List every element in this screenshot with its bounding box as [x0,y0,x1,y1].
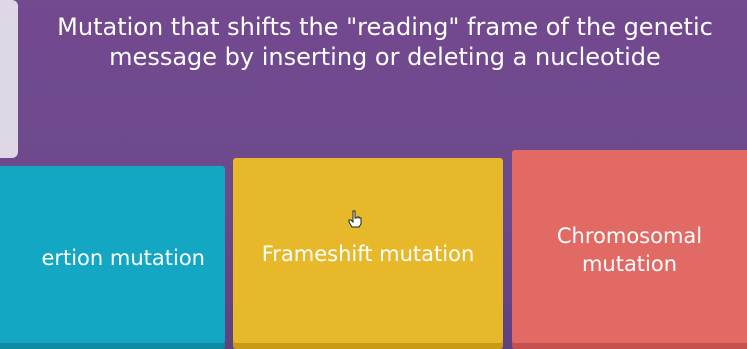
hand-pointer-icon [348,210,362,228]
left-side-panel [0,0,18,158]
answer-card-frameshift[interactable] [233,158,503,349]
answer-card-chromosomal[interactable] [512,150,747,349]
answer-card-insertion[interactable] [0,166,225,349]
answer-label: Chromosomal mutation [556,223,703,276]
answer-label: Frameshift mutation [261,241,475,266]
question-text: Mutation that shifts the "reading" frame of the genetic message by inserting or deleting a nucleotide [57,13,713,71]
answer-label: ertion mutation [41,245,205,270]
